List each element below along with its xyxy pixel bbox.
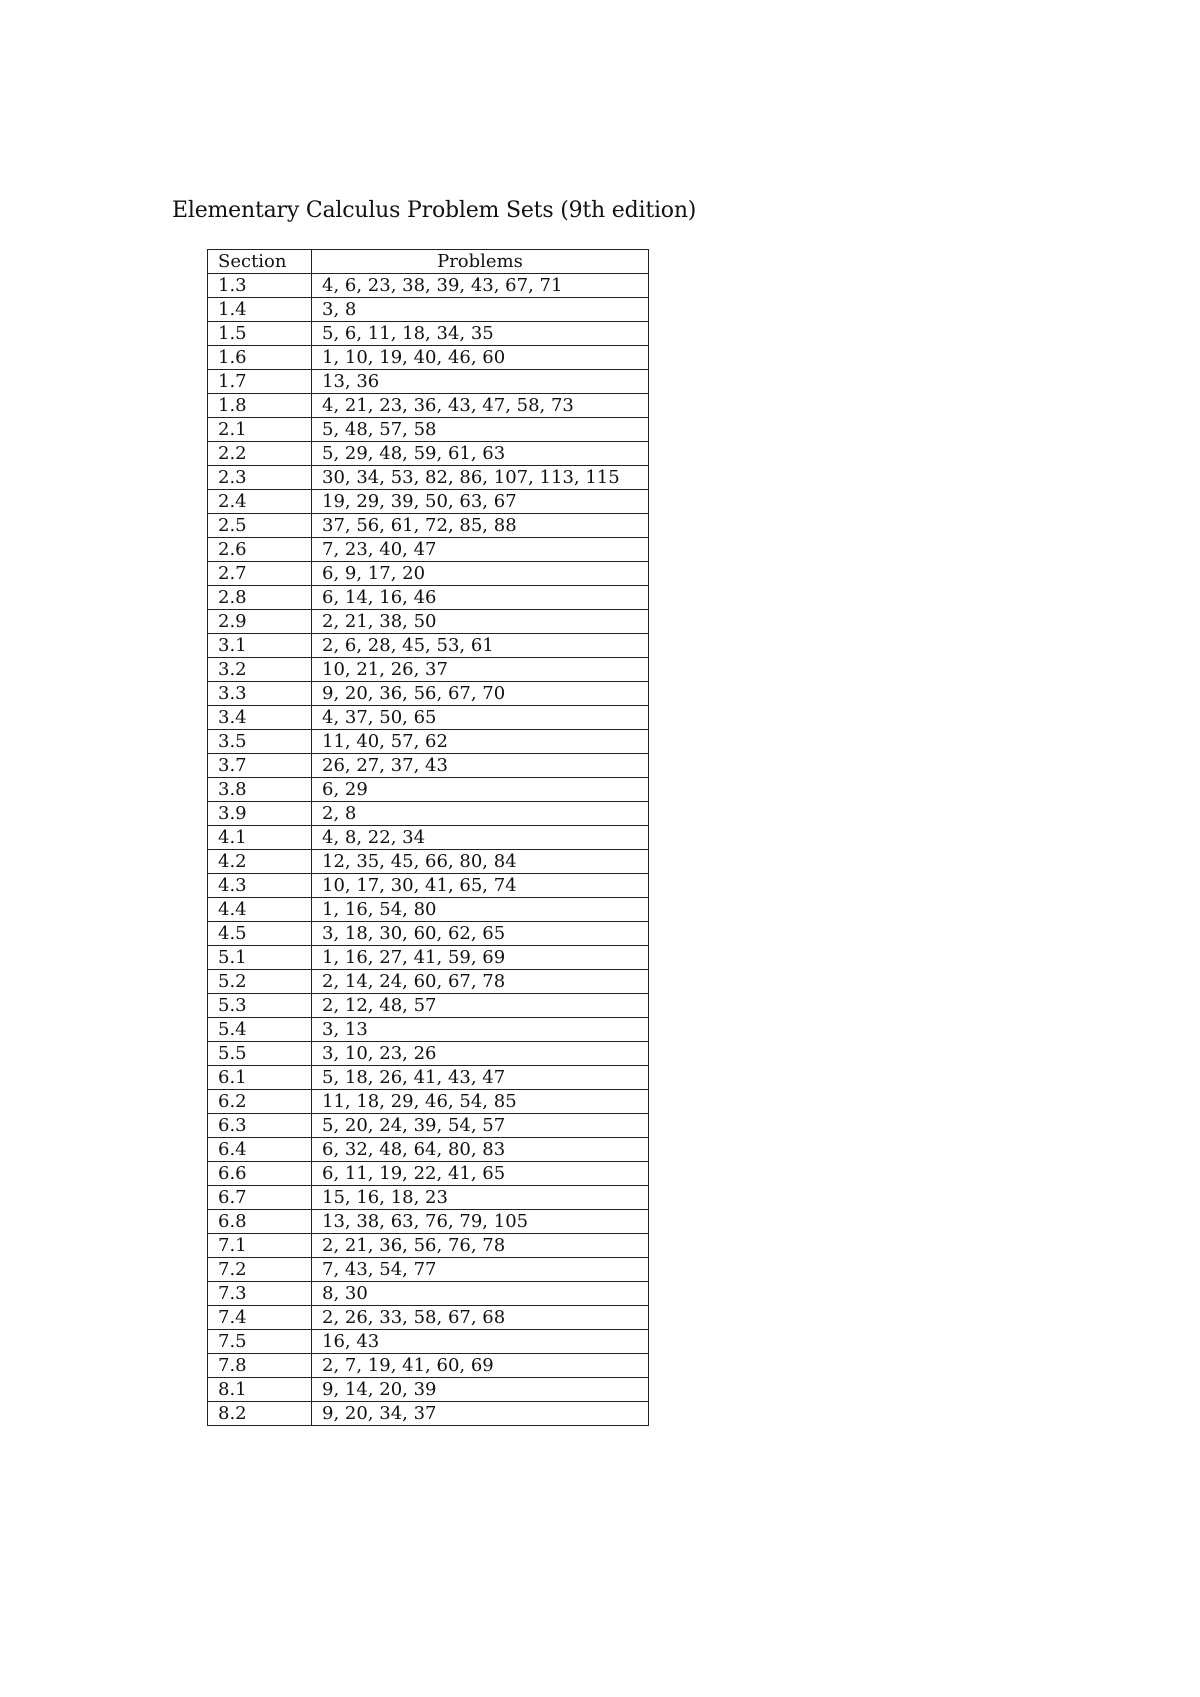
problems-cell: 2, 7, 19, 41, 60, 69 — [312, 1354, 649, 1378]
problems-cell: 1, 10, 19, 40, 46, 60 — [312, 346, 649, 370]
table-row — [208, 538, 649, 562]
section-cell: 5.2 — [208, 970, 312, 994]
table-row — [208, 346, 649, 370]
section-cell: 1.7 — [208, 370, 312, 394]
table-row — [208, 994, 649, 1018]
table-row — [208, 1330, 649, 1354]
section-cell: 2.4 — [208, 490, 312, 514]
section-cell: 8.2 — [208, 1402, 312, 1426]
table-row — [208, 298, 649, 322]
section-cell: 3.9 — [208, 802, 312, 826]
problems-cell: 2, 21, 38, 50 — [312, 610, 649, 634]
page-title: Elementary Calculus Problem Sets (9th edition) — [172, 198, 697, 223]
problems-column-header: Problems — [312, 250, 649, 274]
problems-cell: 3, 10, 23, 26 — [312, 1042, 649, 1066]
table-row — [208, 1354, 649, 1378]
problems-cell: 5, 18, 26, 41, 43, 47 — [312, 1066, 649, 1090]
section-cell: 1.4 — [208, 298, 312, 322]
header-row — [208, 250, 649, 274]
problems-cell: 4, 21, 23, 36, 43, 47, 58, 73 — [312, 394, 649, 418]
table-row — [208, 394, 649, 418]
table-row — [208, 730, 649, 754]
problems-cell: 5, 29, 48, 59, 61, 63 — [312, 442, 649, 466]
section-cell: 2.9 — [208, 610, 312, 634]
table-row — [208, 706, 649, 730]
table-row — [208, 1234, 649, 1258]
problems-cell: 11, 40, 57, 62 — [312, 730, 649, 754]
section-cell: 3.7 — [208, 754, 312, 778]
problems-cell: 16, 43 — [312, 1330, 649, 1354]
table-row — [208, 562, 649, 586]
section-cell: 3.2 — [208, 658, 312, 682]
problems-cell: 2, 6, 28, 45, 53, 61 — [312, 634, 649, 658]
problems-cell: 6, 32, 48, 64, 80, 83 — [312, 1138, 649, 1162]
problems-cell: 5, 20, 24, 39, 54, 57 — [312, 1114, 649, 1138]
problems-cell: 2, 26, 33, 58, 67, 68 — [312, 1306, 649, 1330]
table-row — [208, 754, 649, 778]
table-row — [208, 1186, 649, 1210]
problems-cell: 3, 13 — [312, 1018, 649, 1042]
problems-cell: 30, 34, 53, 82, 86, 107, 113, 115 — [312, 466, 649, 490]
section-cell: 7.4 — [208, 1306, 312, 1330]
table-row — [208, 1018, 649, 1042]
table-row — [208, 634, 649, 658]
section-cell: 1.3 — [208, 274, 312, 298]
table-row — [208, 1378, 649, 1402]
section-cell: 2.7 — [208, 562, 312, 586]
problems-cell: 6, 29 — [312, 778, 649, 802]
problems-cell: 19, 29, 39, 50, 63, 67 — [312, 490, 649, 514]
section-cell: 2.6 — [208, 538, 312, 562]
section-cell: 6.4 — [208, 1138, 312, 1162]
section-cell: 4.3 — [208, 874, 312, 898]
problems-cell: 6, 11, 19, 22, 41, 65 — [312, 1162, 649, 1186]
table-row — [208, 850, 649, 874]
section-cell: 4.5 — [208, 922, 312, 946]
table-row — [208, 1090, 649, 1114]
section-cell: 8.1 — [208, 1378, 312, 1402]
section-cell: 3.3 — [208, 682, 312, 706]
section-cell: 6.8 — [208, 1210, 312, 1234]
table-row — [208, 1402, 649, 1426]
problems-cell: 7, 43, 54, 77 — [312, 1258, 649, 1282]
table-row — [208, 1162, 649, 1186]
problems-cell: 2, 8 — [312, 802, 649, 826]
section-cell: 6.1 — [208, 1066, 312, 1090]
section-cell: 6.3 — [208, 1114, 312, 1138]
problems-cell: 8, 30 — [312, 1282, 649, 1306]
section-cell: 2.2 — [208, 442, 312, 466]
problems-cell: 3, 18, 30, 60, 62, 65 — [312, 922, 649, 946]
table-row — [208, 490, 649, 514]
problems-cell: 10, 21, 26, 37 — [312, 658, 649, 682]
problems-cell: 6, 9, 17, 20 — [312, 562, 649, 586]
section-cell: 3.4 — [208, 706, 312, 730]
problems-cell: 2, 12, 48, 57 — [312, 994, 649, 1018]
table-row — [208, 1210, 649, 1234]
section-cell: 5.5 — [208, 1042, 312, 1066]
problems-cell: 4, 37, 50, 65 — [312, 706, 649, 730]
section-cell: 7.3 — [208, 1282, 312, 1306]
table-body — [208, 274, 649, 1426]
table-row — [208, 586, 649, 610]
table-row — [208, 970, 649, 994]
section-cell: 5.4 — [208, 1018, 312, 1042]
section-cell: 1.6 — [208, 346, 312, 370]
problems-cell: 37, 56, 61, 72, 85, 88 — [312, 514, 649, 538]
table-row — [208, 826, 649, 850]
problems-cell: 10, 17, 30, 41, 65, 74 — [312, 874, 649, 898]
table-row — [208, 874, 649, 898]
table-row — [208, 370, 649, 394]
problems-cell: 6, 14, 16, 46 — [312, 586, 649, 610]
table-row — [208, 802, 649, 826]
table-header — [208, 250, 649, 274]
section-cell: 5.3 — [208, 994, 312, 1018]
problems-cell: 9, 20, 34, 37 — [312, 1402, 649, 1426]
section-cell: 2.3 — [208, 466, 312, 490]
table-row — [208, 514, 649, 538]
section-cell: 1.8 — [208, 394, 312, 418]
section-cell: 4.4 — [208, 898, 312, 922]
section-cell: 3.5 — [208, 730, 312, 754]
problems-cell: 9, 14, 20, 39 — [312, 1378, 649, 1402]
table-row — [208, 682, 649, 706]
problems-cell: 13, 36 — [312, 370, 649, 394]
table-row — [208, 274, 649, 298]
table-row — [208, 1306, 649, 1330]
section-cell: 7.5 — [208, 1330, 312, 1354]
section-cell: 6.2 — [208, 1090, 312, 1114]
problems-cell: 4, 6, 23, 38, 39, 43, 67, 71 — [312, 274, 649, 298]
problems-cell: 3, 8 — [312, 298, 649, 322]
table-row — [208, 1042, 649, 1066]
table-row — [208, 658, 649, 682]
problems-cell: 9, 20, 36, 56, 67, 70 — [312, 682, 649, 706]
section-cell: 3.8 — [208, 778, 312, 802]
problems-cell: 5, 6, 11, 18, 34, 35 — [312, 322, 649, 346]
table-row — [208, 946, 649, 970]
table-row — [208, 322, 649, 346]
problems-cell: 11, 18, 29, 46, 54, 85 — [312, 1090, 649, 1114]
section-cell: 7.1 — [208, 1234, 312, 1258]
table-row — [208, 1138, 649, 1162]
section-cell: 2.1 — [208, 418, 312, 442]
table-row — [208, 418, 649, 442]
problems-cell: 7, 23, 40, 47 — [312, 538, 649, 562]
problems-cell: 1, 16, 54, 80 — [312, 898, 649, 922]
section-cell: 7.8 — [208, 1354, 312, 1378]
section-column-header: Section — [208, 250, 312, 274]
problems-cell: 13, 38, 63, 76, 79, 105 — [312, 1210, 649, 1234]
section-cell: 6.6 — [208, 1162, 312, 1186]
table-row — [208, 898, 649, 922]
section-cell: 1.5 — [208, 322, 312, 346]
section-cell: 2.5 — [208, 514, 312, 538]
section-cell: 2.8 — [208, 586, 312, 610]
table-row — [208, 442, 649, 466]
problem-sets-table — [207, 249, 649, 1426]
section-cell: 6.7 — [208, 1186, 312, 1210]
section-cell: 5.1 — [208, 946, 312, 970]
table-row — [208, 1066, 649, 1090]
problems-cell: 26, 27, 37, 43 — [312, 754, 649, 778]
problems-cell: 5, 48, 57, 58 — [312, 418, 649, 442]
table-row — [208, 466, 649, 490]
problems-cell: 4, 8, 22, 34 — [312, 826, 649, 850]
problems-cell: 2, 21, 36, 56, 76, 78 — [312, 1234, 649, 1258]
section-cell: 7.2 — [208, 1258, 312, 1282]
section-cell: 3.1 — [208, 634, 312, 658]
section-cell: 4.2 — [208, 850, 312, 874]
table-row — [208, 922, 649, 946]
table-row — [208, 1114, 649, 1138]
table-row — [208, 778, 649, 802]
problems-cell: 2, 14, 24, 60, 67, 78 — [312, 970, 649, 994]
table-row — [208, 610, 649, 634]
problems-cell: 1, 16, 27, 41, 59, 69 — [312, 946, 649, 970]
problems-cell: 12, 35, 45, 66, 80, 84 — [312, 850, 649, 874]
problems-cell: 15, 16, 18, 23 — [312, 1186, 649, 1210]
table-row — [208, 1258, 649, 1282]
section-cell: 4.1 — [208, 826, 312, 850]
table-row — [208, 1282, 649, 1306]
